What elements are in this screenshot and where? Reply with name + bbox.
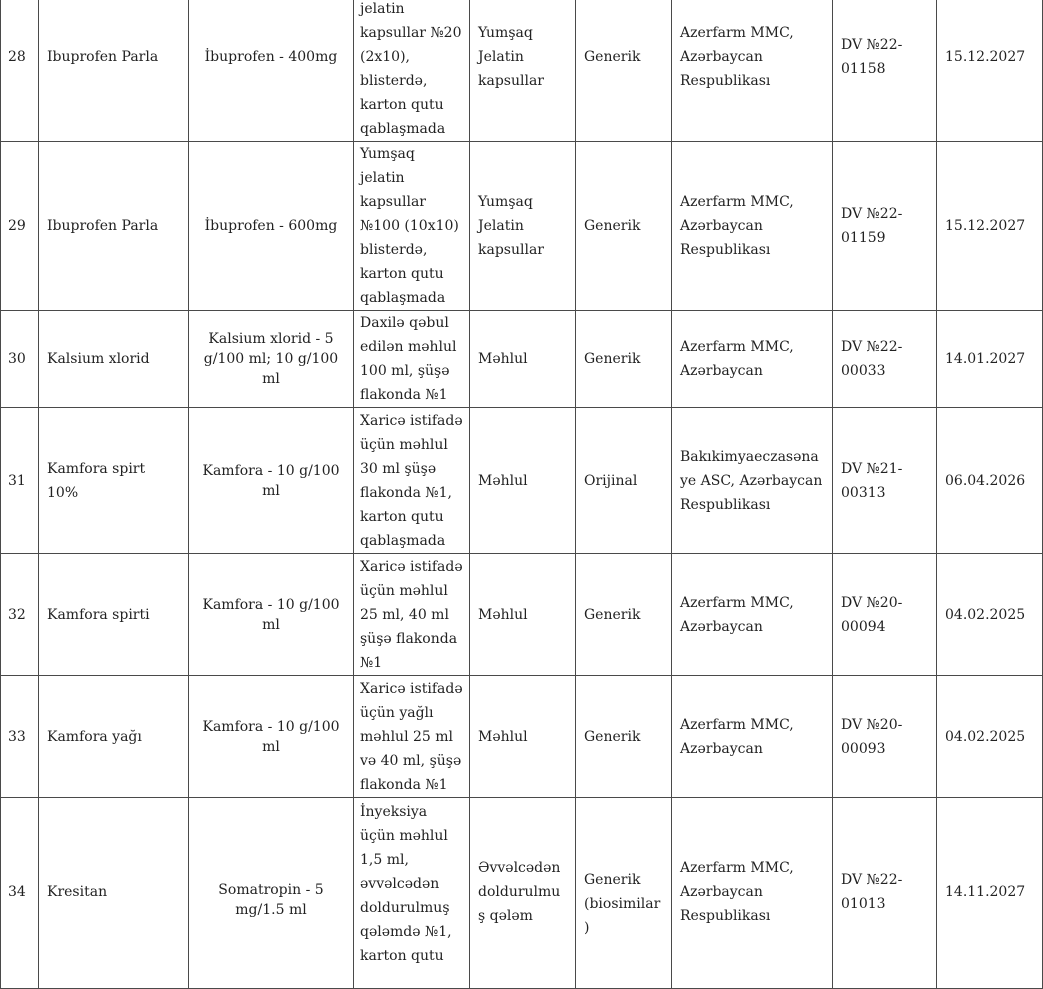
- registration-number: DV №22-01159: [833, 142, 937, 311]
- dosage-form: Məhlul: [470, 554, 576, 676]
- dosage-form: [470, 798, 576, 989]
- active-ingredient: Kamfora - 10 g/100 ml: [189, 676, 354, 798]
- dosage-description: Xaricə istifadə üçün məhlul 30 ml şüşə flakonda №1, karton qutu qablaşmada: [354, 408, 470, 554]
- row-number: [1, 798, 39, 989]
- registration-number: DV №22-00033: [833, 311, 937, 408]
- expiry-date: [937, 798, 1043, 989]
- drug-name-text: Kresitan: [47, 884, 108, 900]
- dosage-form: Məhlul: [470, 311, 576, 408]
- registration-number: DV №20-00093: [833, 676, 937, 798]
- table-row: [1, 311, 1043, 408]
- dosage-form: Məhlul: [470, 676, 576, 798]
- row-number: 29: [1, 142, 39, 311]
- dosage-description-text: İnyeksiya üçün məhlul 1,5 ml, əvvəlcədən doldurulmuş qələmdə №1, karton qutu: [360, 804, 452, 964]
- drug-name: Ibuprofen Parla: [39, 142, 189, 311]
- active-ingredient: Kalsium xlorid - 5 g/100 ml; 10 g/100 ml: [189, 311, 354, 408]
- manufacturer: [672, 798, 833, 989]
- drug-type: Generik: [576, 554, 672, 676]
- drug-type-text: Generik (biosimilar): [584, 872, 661, 936]
- dosage-description: jelatin kapsullar №20 (2x10), blisterdə, karton qutu qablaşmada: [354, 0, 470, 142]
- expiry-date: 04.02.2025: [937, 554, 1043, 676]
- row-number-text: 34: [8, 884, 26, 900]
- drug-name: Kamfora spirti: [39, 554, 189, 676]
- expiry-date: 14.01.2027: [937, 311, 1043, 408]
- drug-name: Kamfora yağı: [39, 676, 189, 798]
- manufacturer: Azerfarm MMC, Azərbaycan: [672, 311, 833, 408]
- drug-name: Ibuprofen Parla: [39, 0, 189, 142]
- dosage-description: Xaricə istifadə üçün məhlul 25 ml, 40 ml şüşə flakonda №1: [354, 554, 470, 676]
- registration-number: [833, 798, 937, 989]
- drug-type: Generik: [576, 311, 672, 408]
- row-number: 30: [1, 311, 39, 408]
- manufacturer-text: Azerfarm MMC, Azərbaycan Respublikası: [680, 860, 794, 924]
- active-ingredient: İbuprofen - 400mg: [189, 0, 354, 142]
- dosage-form: Yumşaq Jelatin kapsullar: [470, 142, 576, 311]
- manufacturer: Azerfarm MMC, Azərbaycan Respublikası: [672, 142, 833, 311]
- table-row: [1, 408, 1043, 554]
- drug-type: Generik: [576, 0, 672, 142]
- table-row: [1, 554, 1043, 676]
- active-ingredient: Kamfora - 10 g/100 ml: [189, 408, 354, 554]
- dosage-description: Yumşaq jelatin kapsullar №100 (10x10) blisterdə, karton qutu qablaşmada: [354, 142, 470, 311]
- dosage-form-text: Əvvəlcədən doldurulmuş qələm: [478, 860, 561, 924]
- table-row: [1, 676, 1043, 798]
- drug-name: Kamfora spirt 10%: [39, 408, 189, 554]
- drug-type: [576, 798, 672, 989]
- dosage-form: Məhlul: [470, 408, 576, 554]
- registration-number-text: DV №22-01013: [841, 872, 903, 912]
- registration-number: DV №20-00094: [833, 554, 937, 676]
- drug-type: Generik: [576, 142, 672, 311]
- registration-number: DV №22-01158: [833, 0, 937, 142]
- drug-name: Kalsium xlorid: [39, 311, 189, 408]
- dosage-description: Xaricə istifadə üçün yağlı məhlul 25 ml və 40 ml, şüşə flakonda №1: [354, 676, 470, 798]
- drug-name: [39, 798, 189, 989]
- manufacturer: Azerfarm MMC, Azərbaycan: [672, 676, 833, 798]
- expiry-date: 06.04.2026: [937, 408, 1043, 554]
- manufacturer: Azerfarm MMC, Azərbaycan Respublikası: [672, 0, 833, 142]
- active-ingredient-text: Somatropin - 5 mg/1.5 ml: [218, 882, 324, 918]
- row-number: 32: [1, 554, 39, 676]
- active-ingredient: Kamfora - 10 g/100 ml: [189, 554, 354, 676]
- dosage-description: Daxilə qəbul edilən məhlul 100 ml, şüşə flakonda №1: [354, 311, 470, 408]
- active-ingredient: İbuprofen - 600mg: [189, 142, 354, 311]
- expiry-date: 15.12.2027: [937, 142, 1043, 311]
- registration-number: DV №21-00313: [833, 408, 937, 554]
- dosage-form: Yumşaq Jelatin kapsullar: [470, 0, 576, 142]
- row-number: 33: [1, 676, 39, 798]
- drug-type: Orijinal: [576, 408, 672, 554]
- table-row: [1, 798, 1043, 989]
- table-row: [1, 142, 1043, 311]
- expiry-date: 04.02.2025: [937, 676, 1043, 798]
- expiry-date-text: 14.11.2027: [945, 884, 1026, 900]
- manufacturer: Azerfarm MMC, Azərbaycan: [672, 554, 833, 676]
- table-row: [1, 0, 1043, 142]
- row-number: 28: [1, 0, 39, 142]
- row-number: 31: [1, 408, 39, 554]
- manufacturer: Bakıkimyaeczasənaye ASC, Azərbaycan Respublikası: [672, 408, 833, 554]
- active-ingredient: [189, 798, 354, 989]
- expiry-date: 15.12.2027: [937, 0, 1043, 142]
- dosage-description: [354, 798, 470, 989]
- drug-type: Generik: [576, 676, 672, 798]
